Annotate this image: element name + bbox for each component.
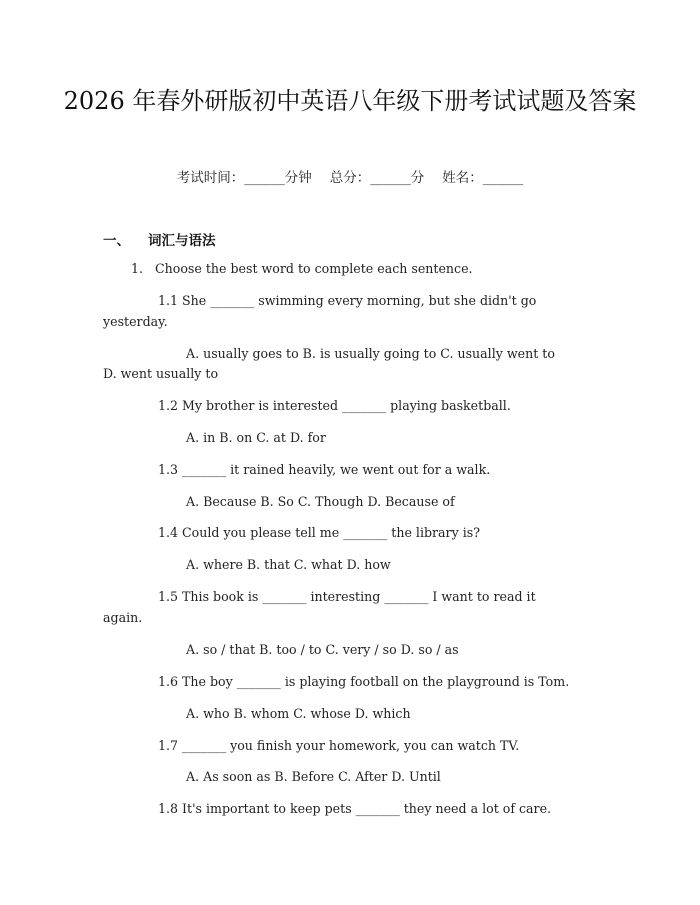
question-stem: 1.3 _______ it rained heavily, we went out for a walk.	[158, 462, 491, 477]
question-stem-continuation: yesterday.	[103, 314, 168, 329]
question-stem: 1.8 It's important to keep pets _______ they need a lot of care.	[158, 801, 552, 816]
instruction-text: 1. Choose the best word to complete each sentence.	[131, 261, 473, 276]
section-number: 一、	[103, 233, 130, 249]
question-options: A. so / that B. too / to C. very / so D. so / as	[186, 642, 459, 657]
section-heading	[103, 229, 216, 249]
question-options: A. Because B. So C. Though D. Because of	[186, 494, 455, 509]
question-options: A. in B. on C. at D. for	[186, 430, 326, 445]
section-title: 词汇与语法	[148, 233, 216, 249]
total-score-field: 总分：______分	[329, 170, 425, 186]
question-stem: 1.7 _______ you finish your homework, you can watch TV.	[158, 738, 520, 753]
document-title: 2026 年春外研版初中英语八年级下册考试试题及答案	[63, 87, 637, 115]
question-stem: 1.2 My brother is interested _______ playing basketball.	[158, 398, 511, 413]
question-options-continuation: D. went usually to	[103, 366, 219, 381]
question-stem-continuation: again.	[103, 610, 143, 625]
student-name-field: 姓名：______	[442, 170, 524, 186]
question-stem: 1.5 This book is _______ interesting _______ I want to read it	[158, 589, 536, 604]
exam-time-field: 考试时间：______分钟	[176, 170, 312, 186]
question-options: A. As soon as B. Before C. After D. Until	[186, 769, 441, 784]
question-options: A. who B. whom C. whose D. which	[186, 706, 411, 721]
question-stem: 1.6 The boy _______ is playing football on the playground is Tom.	[158, 674, 570, 689]
question-options: A. where B. that C. what D. how	[186, 557, 391, 572]
question-stem: 1.4 Could you please tell me _______ the library is?	[158, 525, 480, 540]
question-stem: 1.1 She _______ swimming every morning, but she didn't go	[158, 293, 537, 308]
exam-info-line	[0, 168, 700, 188]
question-options: A. usually goes to B. is usually going to C. usually went to	[186, 346, 555, 361]
